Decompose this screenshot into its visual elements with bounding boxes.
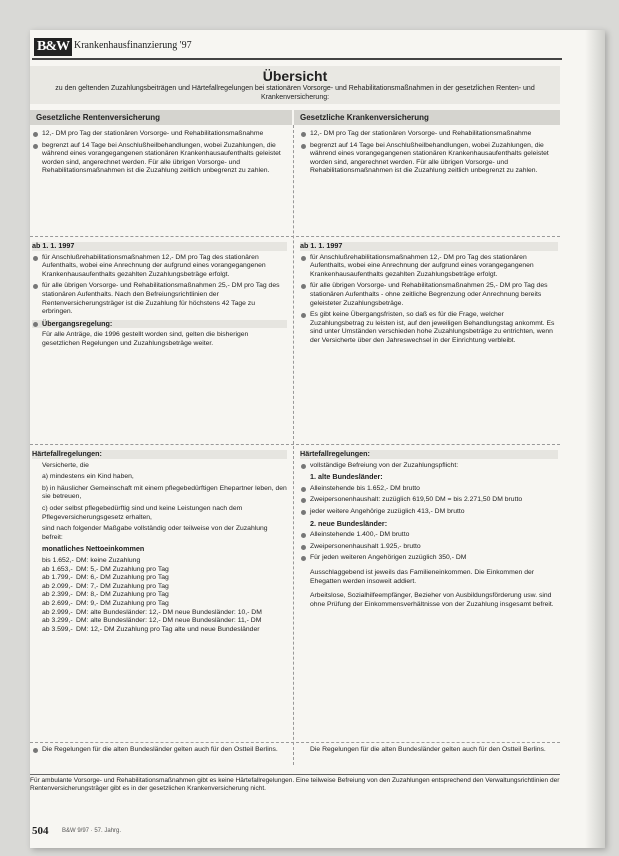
family-income-note: Ausschlaggebend ist jeweils das Familieneinkommen. Die Einkommen der Ehegatten werden insoweit addiert. xyxy=(310,568,535,585)
running-header xyxy=(32,38,562,60)
left-transition-text: Für alle Anträge, die 1996 gestellt worden sind, gelten die bisherigen gesetzlichen Regelungen und Zuzahlungsbeträge weiter. xyxy=(42,331,249,347)
exemption-note: Arbeitslose, Sozialhilfeempfänger, Bezieher von Ausbildungsförderung usw. sind ohne Prüfung der Einkommensverhältnisse von der Zuzahlung insgesamt befreit. xyxy=(310,592,554,608)
right-since-section xyxy=(300,240,558,349)
section-divider xyxy=(30,236,560,237)
page-subtitle: zu den geltenden Zuzahlungsbeiträgen und Härtefallregelungen bei stationären Vorsorge- und Rehabilitationsmaßnahmen in der gesetzlichen Renten- und Krankenversicherung: xyxy=(55,85,535,101)
right-transition-text: Es gibt keine Übergangsfristen, so daß es für die Frage, welcher Zuzahlungsbetrag zu leisten ist, auf den jeweiligen Behandlungstag ankommt. Es sind unter Umständen verschieden hohe Zuzahlungsbeträge zu entrichten, wenn der Versicherte über den Jahreswechsel in der Einrichtung verbleibt. xyxy=(300,311,558,345)
income-heading: monatliches Nettoeinkommen xyxy=(42,544,145,554)
right-intro-item: 12,- DM pro Tag der stationären Vorsorge- und Rehabilitationsmaßnahme xyxy=(300,130,558,139)
right-column-header: Gesetzliche Krankenversicherung xyxy=(294,110,560,125)
left-closing xyxy=(32,746,287,758)
income-rule: DM: alte Bundesländer: 12,- DM neue Bundesländer: 10,- DM xyxy=(76,608,262,616)
income-rule: DM: 5,- DM Zuzahlung pro Tag xyxy=(76,565,169,573)
left-column xyxy=(32,130,287,179)
right-since-item: für Anschlußrehabilitationsmaßnahmen 12,- DM pro Tag des stationären Aufenthalts, wobei eine Anrechnung der aufgrund eines vorangegangenen Krankenhausaufenthalts gezahlten Zuzahlungsbeträge erfolgt. xyxy=(300,254,558,280)
page-edge-shadow xyxy=(585,30,605,848)
left-closing-text: Die Regelungen für die alten Bundesländer gelten auch für den Ostteil Berlins. xyxy=(32,746,287,755)
right-closing xyxy=(300,746,558,758)
new-states-item: Zweipersonenhaushalt 1.925,- brutto xyxy=(300,543,558,552)
right-column xyxy=(300,130,558,179)
left-transition-heading: Übergangsregelung: xyxy=(32,320,287,329)
document-page xyxy=(30,30,605,848)
income-threshold: ab 1.653,- xyxy=(42,565,73,573)
hardship-line: c) oder selbst pflegebedürftig sind und keine Leistungen nach dem Pflegeversicherungsgesetz erhalten, xyxy=(42,504,243,521)
income-rule: DM: 9,- DM Zuzahlung pro Tag xyxy=(76,599,169,607)
new-states-heading: 2. neue Bundesländer: xyxy=(310,518,388,528)
left-intro-item: begrenzt auf 14 Tage bei Anschlußheilbehandlungen, wobei Zuzahlungen, die während eines vorangegangenen stationären Krankenhausaufenthalts geleistet worden sind, angerechnet werden. Für alle übrigen Vorsorge- und Rehabilitationsmaßnahmen ist die Zuzahlung zeitlich unbegrenzt zu zahlen. xyxy=(32,142,287,176)
income-rule: DM: 12,- DM Zuzahlung pro Tag alte und neue Bundesländer xyxy=(76,625,260,633)
running-title: Krankenhausfinanzierung '97 xyxy=(74,40,192,51)
income-threshold: bis 1.652,- xyxy=(42,556,74,564)
income-threshold: ab 2.699,- xyxy=(42,599,73,607)
income-threshold: ab 1.799,- xyxy=(42,574,73,582)
page-footer: B&W 9/97 · 57. Jahrg. xyxy=(62,828,122,834)
old-states-item: Zweipersonenhaushalt: zuzüglich 619,50 DM = bis 2.271,50 DM brutto xyxy=(300,496,558,505)
page-number: 504 xyxy=(32,825,49,837)
column-header-row xyxy=(30,110,560,125)
page-title: Übersicht xyxy=(262,68,328,84)
left-hardship-heading: Härtefallregelungen: xyxy=(32,450,287,459)
title-box xyxy=(30,66,560,104)
income-table xyxy=(32,557,287,634)
old-states-heading: 1. alte Bundesländer: xyxy=(310,472,383,482)
section-divider xyxy=(30,444,560,445)
left-since-heading: ab 1. 1. 1997 xyxy=(32,242,287,251)
right-intro-item: begrenzt auf 14 Tage bei Anschlußheilbehandlungen, wobei Zuzahlungen, die während eines vorangegangenen stationären Krankenhausaufenthalts geleistet worden sind, angerechnet werden. Für alle übrigen Vorsorge- und Rehabilitationsmaßnahmen ist die Zuzahlung zeitlich unbegrenzt zu zahlen. xyxy=(300,142,558,176)
journal-logo: B&W xyxy=(34,38,72,56)
left-hardship-section xyxy=(32,448,287,634)
old-states-item: jeder weitere Angehörige zuzüglich 413,- DM brutto xyxy=(300,508,558,517)
new-states-item: Für jeden weiteren Angehörigen zuzüglich 350,- DM xyxy=(300,554,558,563)
left-column-header: Gesetzliche Rentenversicherung xyxy=(30,110,292,125)
income-rule: DM: alte Bundesländer: 12,- DM neue Bundesländer: 11,- DM xyxy=(76,617,262,625)
income-threshold: ab 3.299,- xyxy=(42,617,73,625)
right-hardship-heading: Härtefallregelungen: xyxy=(300,450,558,459)
income-rule: DM: 7,- DM Zuzahlung pro Tag xyxy=(76,582,169,590)
income-threshold: ab 2.099,- xyxy=(42,582,73,590)
right-since-item: für alle übrigen Vorsorge- und Rehabilitationsmaßnahmen 25,- DM pro Tag des stationären Aufenthalts - ohne zeitliche Begrenzung oder Anrechnung bereits geleisteter Zuzahlungsbeträge. xyxy=(300,282,558,308)
full-exemption-text: vollständige Befreiung von der Zuzahlungspflicht: xyxy=(300,462,558,471)
hardship-line: a) mindestens ein Kind haben, xyxy=(42,473,134,481)
income-rule: DM: keine Zuzahlung xyxy=(76,556,141,564)
income-threshold: ab 2.999,- xyxy=(42,608,73,616)
left-intro-item: 12,- DM pro Tag der stationären Vorsorge- und Rehabilitationsmaßnahme xyxy=(32,130,287,139)
left-since-item: für Anschlußrehabilitationsmaßnahmen 12,- DM pro Tag des stationären Aufenthalts, wobei eine Anrechnung der aufgrund eines vorangegangenen Krankenhausaufenthalts gezahlten Zuzahlungsbeträge erfolgt. xyxy=(32,254,287,280)
right-hardship-section xyxy=(300,448,558,612)
income-threshold: ab 2.399,- xyxy=(42,591,73,599)
hardship-line: sind nach folgender Maßgabe vollständig oder teilweise von der Zuzahlung befreit: xyxy=(42,525,268,541)
right-since-heading: ab 1. 1. 1997 xyxy=(300,242,558,251)
column-divider xyxy=(293,125,294,765)
footnote: Für ambulante Vorsorge- und Rehabilitationsmaßnahmen gibt es keine Härtefallregelungen. Eine teilweise Befreiung von den Zuzahlungen entsprechend den Verwaltungsrichtlinien der Rentenversicherungsträger gibt es in der gesetzlichen Krankenversicherung nicht. xyxy=(30,774,560,793)
section-divider xyxy=(30,742,560,743)
hardship-line: b) in häuslicher Gemeinschaft mit einem pflegebedürftigen Ehepartner leben, den sie betreuen, xyxy=(42,484,287,501)
left-since-section xyxy=(32,240,287,352)
income-threshold: ab 3.599,- xyxy=(42,625,73,633)
income-rule: DM: 6,- DM Zuzahlung pro Tag xyxy=(76,574,169,582)
hardship-line: Versicherte, die xyxy=(42,461,89,469)
right-closing-text: Die Regelungen für die alten Bundesländer gelten auch für den Ostteil Berlins. xyxy=(310,746,546,753)
income-rule: DM: 8,- DM Zuzahlung pro Tag xyxy=(76,591,169,599)
left-since-item: für alle übrigen Vorsorge- und Rehabilitationsmaßnahmen 25,- DM pro Tag des stationären Aufenthalts. Nach den Befreiungsrichtlinien der Rentenversicherungsträger ist die Zuzahlung für höchstens 42 Tage zu erbringen. xyxy=(32,282,287,316)
new-states-item: Alleinstehende 1.400,- DM brutto xyxy=(300,531,558,540)
old-states-item: Alleinstehende bis 1.652,- DM brutto xyxy=(300,485,558,494)
